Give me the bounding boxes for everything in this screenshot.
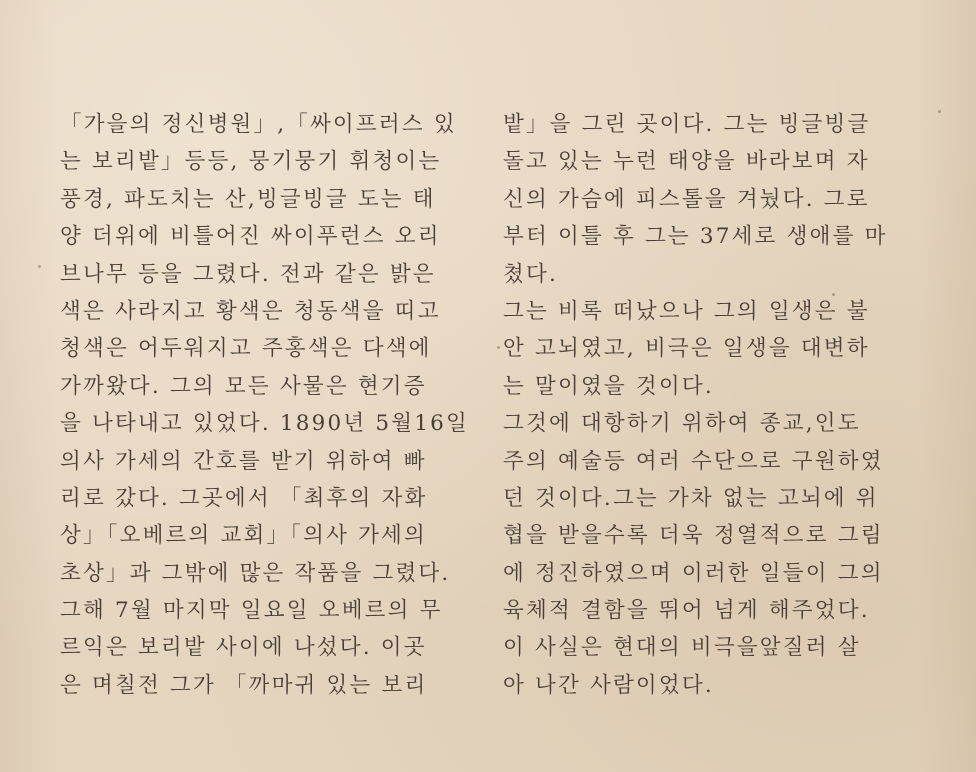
text-line: 신의 가슴에 피스톨을 겨눴다. 그로 — [503, 186, 870, 212]
text-line: 주의 예술등 여러 수단으로 구원하였 — [503, 448, 884, 474]
text-line: 던 것이다.그는 가차 없는 고뇌에 위 — [503, 485, 879, 511]
text-line: 그해 7월 마지막 일요일 오베르의 무 — [60, 598, 443, 624]
text-line: 리로 갔다. 그곳에서 「최후의 자화 — [60, 485, 428, 511]
text-line: 양 더위에 비틀어진 싸이푸런스 오리 — [60, 224, 441, 250]
text-line: 초상」과 그밖에 많은 작품을 그렸다. — [60, 560, 451, 586]
text-line: 협을 받을수록 더욱 정열적으로 그림 — [503, 523, 884, 549]
text-line: 는 말이였을 것이다. — [503, 373, 714, 399]
text-line: 그것에 대항하기 위하여 종교,인도 — [503, 411, 861, 437]
text-line: 브나무 등을 그렸다. 전과 같은 밝은 — [60, 261, 436, 287]
text-line: 풍경, 파도치는 산,빙글빙글 도는 태 — [60, 186, 436, 212]
text-line: 에 정진하였으며 이러한 일들이 그의 — [503, 560, 884, 586]
paper-speck — [38, 265, 41, 268]
text-line: 청색은 어두워지고 주홍색은 다색에 — [60, 336, 432, 362]
paper-speck — [832, 293, 835, 296]
paper-speck — [938, 110, 941, 113]
text-line: 쳤다. — [503, 261, 558, 287]
text-line: 르익은 보리밭 사이에 나섰다. 이곳 — [60, 635, 427, 661]
paper-speck — [497, 346, 500, 349]
right-text-column — [503, 106, 903, 704]
text-line: 밭」을 그린 곳이다. 그는 빙글빙글 — [503, 112, 871, 137]
text-line: 이 사실은 현대의 비극을앞질러 살 — [503, 635, 861, 661]
text-line: 부터 이틀 후 그는 37세로 생애를 마 — [503, 224, 888, 250]
text-line: 그는 비록 떠났으나 그의 일생은 불 — [503, 298, 870, 324]
text-line: 돌고 있는 누런 태양을 바라보며 자 — [503, 149, 870, 175]
text-line: 색은 사라지고 황색은 청동색을 띠고 — [60, 298, 441, 324]
text-line: 은 며칠전 그가 「까마귀 있는 보리 — [60, 672, 428, 698]
text-line: 「가을의 정신병원」,「싸이프러스 있 — [60, 112, 457, 137]
left-text-column — [60, 106, 469, 704]
text-line: 안 고뇌였고, 비극은 일생을 대변하 — [503, 336, 870, 362]
text-line: 가까왔다. 그의 모든 사물은 현기증 — [60, 373, 427, 399]
text-line: 는 보리밭」등등, 뭉기뭉기 휘청이는 — [60, 149, 442, 175]
text-line: 을 나타내고 있었다. 1890년 5월16일 — [60, 411, 469, 437]
text-line: 육체적 결함을 뛰어 넘게 해주었다. — [503, 598, 870, 624]
text-line: 의사 가세의 간호를 받기 위하여 빠 — [60, 448, 427, 474]
text-line: 상」「오베르의 교회」「의사 가세의 — [60, 523, 427, 549]
text-line: 아 나간 사람이었다. — [503, 672, 714, 698]
